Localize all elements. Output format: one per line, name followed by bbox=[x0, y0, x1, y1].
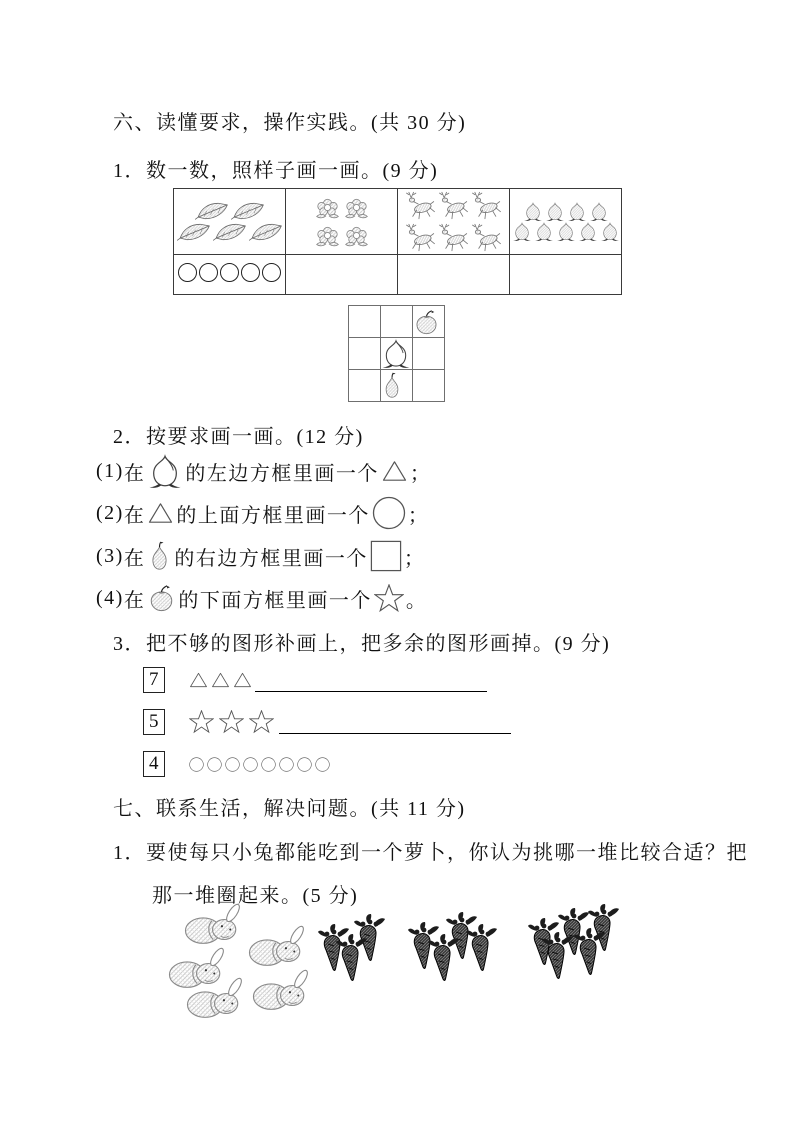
square-figure bbox=[370, 540, 402, 572]
apple-figure bbox=[147, 584, 176, 612]
q2-line-3 bbox=[96, 535, 425, 577]
q1-label: 1．数一数，照样子画一画。(9 分) bbox=[113, 160, 439, 182]
pear-figure bbox=[381, 372, 403, 399]
count-cell-flower bbox=[286, 189, 398, 255]
flower-figure bbox=[343, 194, 370, 221]
q2-ref-slot bbox=[145, 541, 174, 571]
count-cell-leaf bbox=[174, 189, 286, 255]
peach-figure bbox=[523, 202, 543, 221]
carrot-figure bbox=[574, 928, 610, 976]
q2-text: 的右边方框里画一个 bbox=[174, 547, 368, 570]
peach-figure bbox=[589, 202, 609, 221]
triangle-figure bbox=[381, 460, 408, 482]
q2-item-number: (3) bbox=[96, 544, 124, 567]
star-figure bbox=[189, 710, 214, 734]
rabbit-figure bbox=[246, 925, 306, 967]
circle-figure bbox=[243, 757, 258, 772]
rabbit-figure bbox=[250, 969, 310, 1011]
triangle-figure bbox=[147, 502, 174, 524]
answer-line bbox=[255, 691, 487, 692]
peach-figure bbox=[381, 339, 411, 368]
deer-figure bbox=[471, 190, 502, 221]
triangle-figure bbox=[233, 672, 252, 688]
answer-circle bbox=[199, 263, 218, 282]
answer-cell bbox=[174, 255, 286, 295]
flower-figure bbox=[343, 222, 370, 249]
leaf-figure bbox=[213, 222, 247, 242]
item-row bbox=[398, 190, 509, 221]
item-row bbox=[398, 222, 509, 253]
count-cell-deer bbox=[398, 189, 510, 255]
q7-line-2: 那一堆圈起来。(5 分) bbox=[152, 885, 359, 907]
peach-figure bbox=[578, 222, 598, 241]
q3-row-2 bbox=[143, 706, 511, 738]
item-row bbox=[174, 222, 285, 242]
counting-table bbox=[173, 188, 622, 295]
peach-figure bbox=[545, 202, 565, 221]
deer-figure bbox=[405, 222, 436, 253]
circle-figure bbox=[189, 757, 204, 772]
star-figure bbox=[219, 710, 244, 734]
q2-line-2 bbox=[96, 492, 429, 534]
q2-line-1 bbox=[96, 450, 431, 492]
q2-ref-slot bbox=[145, 584, 178, 612]
count-cell-peach bbox=[510, 189, 622, 255]
q2-target-slot bbox=[368, 540, 404, 572]
circle-figure bbox=[315, 757, 330, 772]
q2-item-number: (4) bbox=[96, 586, 124, 609]
q2-text: ； bbox=[403, 547, 426, 570]
q2-text: ； bbox=[409, 462, 432, 485]
answer-line bbox=[279, 733, 511, 734]
q2-target-slot bbox=[379, 460, 410, 482]
item-row bbox=[510, 222, 621, 241]
rabbit-figure bbox=[182, 903, 242, 945]
star-figure bbox=[374, 584, 404, 613]
leaf-figure bbox=[177, 222, 211, 242]
grid-cell bbox=[413, 338, 445, 370]
carrot-figure bbox=[542, 932, 578, 980]
q2-text: 在 bbox=[123, 589, 146, 612]
item-row bbox=[174, 201, 285, 221]
rabbits-group bbox=[166, 903, 336, 1019]
q2-item-number: (2) bbox=[96, 501, 124, 524]
q2-ref-slot bbox=[145, 454, 185, 488]
grid-cell bbox=[349, 338, 381, 370]
peach-figure bbox=[534, 222, 554, 241]
rabbit-figure bbox=[184, 977, 244, 1019]
shape-row bbox=[189, 672, 255, 688]
grid-cell bbox=[349, 306, 381, 338]
deer-figure bbox=[471, 222, 502, 253]
peach-figure bbox=[567, 202, 587, 221]
flower-figure bbox=[314, 194, 341, 221]
count-box: 5 bbox=[143, 709, 165, 735]
flower-figure bbox=[314, 222, 341, 249]
example-grid bbox=[348, 305, 445, 402]
deer-figure bbox=[438, 190, 469, 221]
deer-figure bbox=[405, 190, 436, 221]
q2-text: 在 bbox=[123, 547, 146, 570]
peach-figure bbox=[600, 222, 620, 241]
grid-cell bbox=[349, 370, 381, 402]
q3-row-3 bbox=[143, 748, 333, 780]
q3-label: 3．把不够的图形补画上，把多余的图形画掉。(9 分) bbox=[113, 633, 611, 655]
peach-figure bbox=[512, 222, 532, 241]
circle-figure bbox=[207, 757, 222, 772]
answer-circle bbox=[262, 263, 281, 282]
triangle-figure bbox=[211, 672, 230, 688]
leaf-figure bbox=[231, 201, 265, 221]
answer-cell bbox=[510, 255, 622, 295]
q2-text: 的上面方框里画一个 bbox=[176, 504, 370, 527]
section-6-heading: 六、读懂要求，操作实践。(共 30 分) bbox=[113, 112, 467, 134]
answer-cell bbox=[398, 255, 510, 295]
circle-figure bbox=[225, 757, 240, 772]
q2-text: 。 bbox=[405, 589, 428, 612]
grid-cell bbox=[413, 306, 445, 338]
q2-text: 的下面方框里画一个 bbox=[178, 589, 372, 612]
section-7-heading: 七、联系生活，解决问题。(共 11 分) bbox=[113, 798, 466, 820]
shape-row bbox=[189, 710, 279, 734]
count-box: 4 bbox=[143, 751, 165, 777]
leaf-figure bbox=[249, 222, 283, 242]
apple-figure bbox=[413, 309, 440, 335]
carrot-pile-2 bbox=[408, 910, 518, 1030]
q2-line-4 bbox=[96, 577, 427, 619]
shape-row bbox=[189, 757, 333, 772]
carrot-pile-3 bbox=[528, 904, 638, 1024]
carrot-figure bbox=[336, 934, 372, 982]
circle-figure bbox=[261, 757, 276, 772]
q2-item-number: (1) bbox=[96, 459, 124, 482]
q7-line-1: 1．要使每只小兔都能吃到一个萝卜，你认为挑哪一堆比较合适？把 bbox=[113, 842, 748, 864]
carrot-figure bbox=[466, 924, 502, 972]
answer-circle bbox=[241, 263, 260, 282]
triangle-figure bbox=[189, 672, 208, 688]
q2-label: 2．按要求画一画。(12 分) bbox=[113, 426, 364, 448]
q2-target-slot bbox=[372, 584, 406, 613]
peach-figure bbox=[147, 454, 183, 488]
answer-cell bbox=[286, 255, 398, 295]
grid-cell bbox=[381, 370, 413, 402]
q2-text: 在 bbox=[123, 462, 146, 485]
leaf-figure bbox=[195, 201, 229, 221]
peach-figure bbox=[556, 222, 576, 241]
item-row bbox=[510, 202, 621, 221]
q2-text: 在 bbox=[123, 504, 146, 527]
q2-text: 的左边方框里画一个 bbox=[185, 462, 379, 485]
pear-figure bbox=[147, 541, 172, 571]
answer-circle bbox=[220, 263, 239, 282]
grid-cell bbox=[413, 370, 445, 402]
q3-row-1 bbox=[143, 664, 487, 696]
item-row bbox=[286, 222, 397, 249]
answer-circle bbox=[178, 263, 197, 282]
circle-figure bbox=[279, 757, 294, 772]
grid-cell bbox=[381, 306, 413, 338]
q2-ref-slot bbox=[145, 502, 176, 524]
item-row bbox=[286, 194, 397, 221]
carrot-figure bbox=[428, 934, 464, 982]
q2-target-slot bbox=[370, 496, 408, 530]
count-box: 7 bbox=[143, 667, 165, 693]
circle-figure bbox=[372, 496, 406, 530]
deer-figure bbox=[438, 222, 469, 253]
star-figure bbox=[249, 710, 274, 734]
circle-figure bbox=[297, 757, 312, 772]
grid-cell bbox=[381, 338, 413, 370]
q2-text: ； bbox=[407, 504, 430, 527]
